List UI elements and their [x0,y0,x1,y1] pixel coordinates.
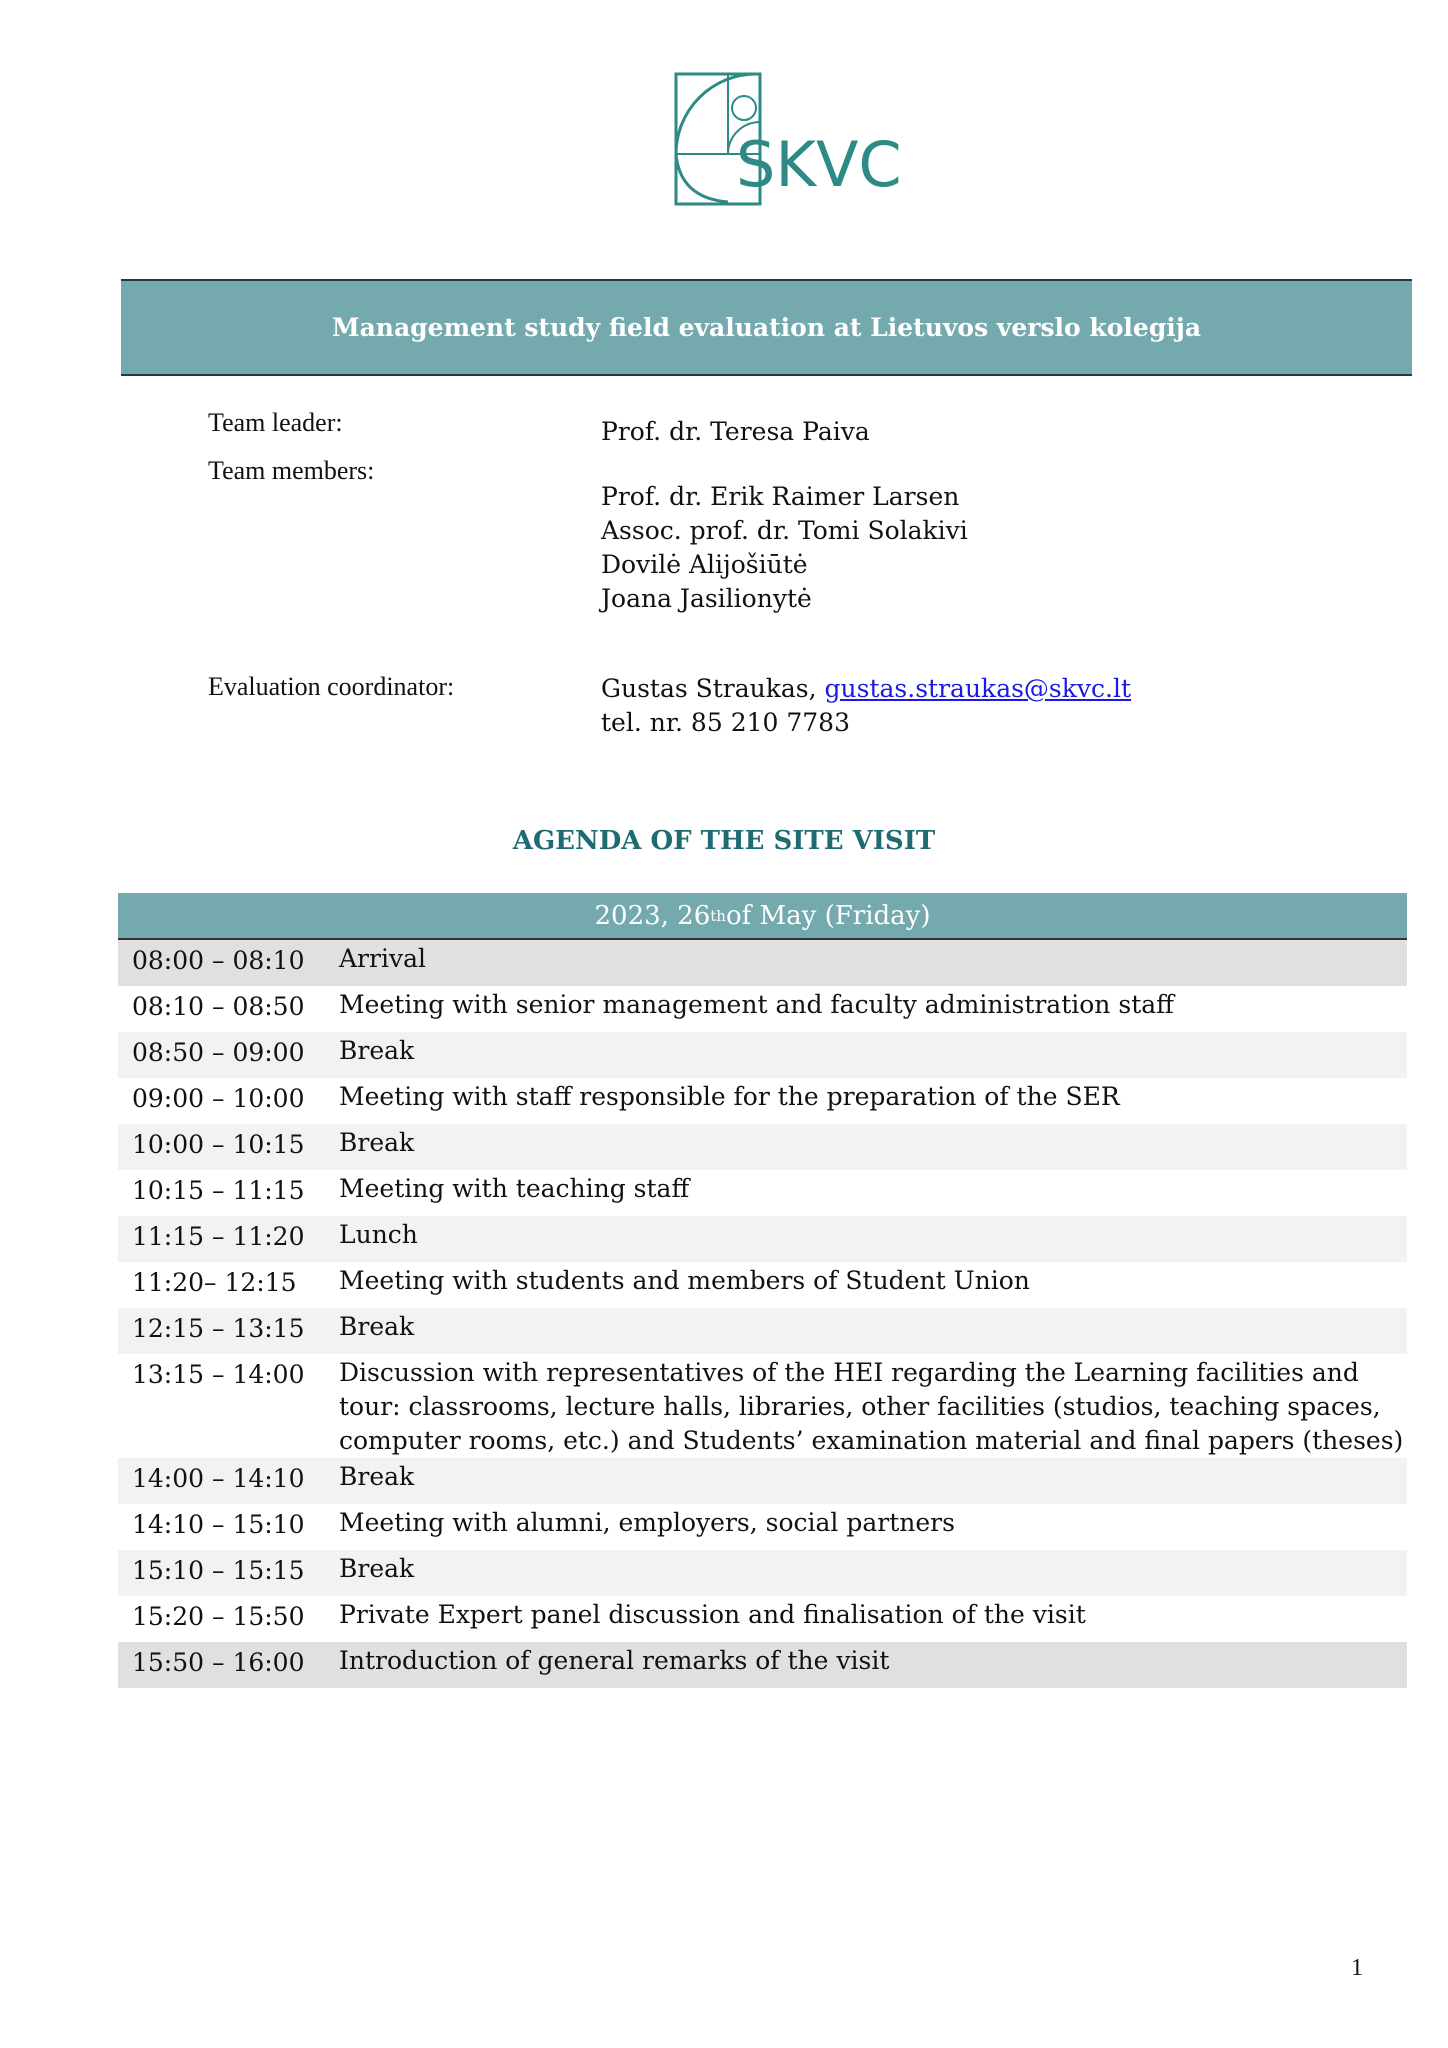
agenda-desc: Private Expert panel discussion and finalisation of the visit [339,1600,1086,1629]
agenda-heading: AGENDA OF THE SITE VISIT [512,826,936,856]
agenda-time: 15:20 – 15:50 [132,1602,305,1631]
agenda-desc: Break [339,1036,415,1065]
agenda-desc: Lunch [339,1220,418,1249]
agenda-time: 12:15 – 13:15 [132,1314,305,1343]
agenda-time: 10:00 – 10:15 [132,1130,305,1159]
agenda-desc: Introduction of general remarks of the visit [339,1646,890,1675]
date-sup: th [710,906,726,925]
agenda-row [118,1504,1407,1550]
agenda-row [118,1032,1407,1078]
team-leader-label: Team leader: [208,408,343,437]
agenda-desc: Meeting with alumni, employers, social partners [339,1508,955,1537]
agenda-row [118,1308,1407,1354]
agenda-row [118,986,1407,1032]
agenda-desc: Meeting with staff responsible for the preparation of the SER [339,1082,1120,1111]
team-leader-name: Prof. dr. Teresa Paiva [601,417,870,446]
agenda-date-header [118,893,1407,940]
agenda-desc: Break [339,1462,415,1491]
agenda-desc: Meeting with teaching staff [339,1174,690,1203]
coordinator-name: Gustas Straukas, [601,674,825,703]
team-members-list [601,480,968,616]
agenda-row [118,1078,1407,1124]
agenda-desc: Break [339,1554,415,1583]
agenda-row [118,1216,1407,1262]
team-member: Dovilė Alijošiūtė [601,550,808,579]
agenda-row [118,1596,1407,1642]
agenda-row [118,1642,1407,1688]
page-number: 1 [1351,1955,1363,1981]
agenda-time: 14:10 – 15:10 [132,1510,305,1539]
team-member: Joana Jasilionytė [601,584,812,613]
agenda-desc: Break [339,1128,415,1157]
agenda-time: 14:00 – 14:10 [132,1464,305,1493]
agenda-time: 11:15 – 11:20 [132,1222,305,1251]
agenda-desc: Discussion with representatives of the HEI regarding the Learning facilities and tour: classrooms, lecture halls, libraries, other facilities (studios, teaching spaces, computer rooms, etc.) and Students’ examination material and final papers (theses) [339,1358,1404,1455]
coordinator-phone: tel. nr. 85 210 7783 [601,708,850,737]
title-band [121,279,1412,376]
agenda-row [118,940,1407,986]
agenda-time: 11:20– 12:15 [132,1268,297,1297]
agenda-desc: Arrival [339,944,426,973]
agenda-time: 09:00 – 10:00 [132,1084,305,1113]
agenda-time: 08:10 – 08:50 [132,992,305,1021]
agenda-desc: Meeting with students and members of Student Union [339,1266,1030,1295]
team-member: Prof. dr. Erik Raimer Larsen [601,482,960,511]
agenda-row [118,1550,1407,1596]
team-members-label: Team members: [208,456,375,485]
page-title: Management study field evaluation at Lietuvos verslo kolegija [331,313,1202,342]
team-member: Assoc. prof. dr. Tomi Solakivi [601,516,968,545]
agenda-time: 10:15 – 11:15 [132,1176,305,1205]
agenda-row [118,1170,1407,1216]
agenda-desc: Break [339,1312,415,1341]
coordinator-email-link[interactable]: gustas.straukas@skvc.lt [824,674,1132,703]
agenda-time: 08:50 – 09:00 [132,1038,305,1067]
agenda-time: 15:10 – 15:15 [132,1556,305,1585]
coordinator-info [601,672,1131,740]
agenda-row [118,1354,1407,1458]
agenda-row [118,1458,1407,1504]
date-suffix: of May (Friday) [725,900,931,931]
agenda-time: 15:50 – 16:00 [132,1648,305,1677]
skvc-logo [670,68,910,213]
date-prefix: 2023, 26 [594,900,711,931]
agenda-row [118,1124,1407,1170]
agenda-time: 13:15 – 14:00 [132,1360,305,1389]
agenda-row [118,1262,1407,1308]
agenda-time: 08:00 – 08:10 [132,946,305,975]
logo-text: SKVC [736,128,902,201]
coordinator-label: Evaluation coordinator: [208,672,455,701]
agenda-table [118,893,1407,1688]
agenda-desc: Meeting with senior management and faculty administration staff [339,990,1174,1019]
